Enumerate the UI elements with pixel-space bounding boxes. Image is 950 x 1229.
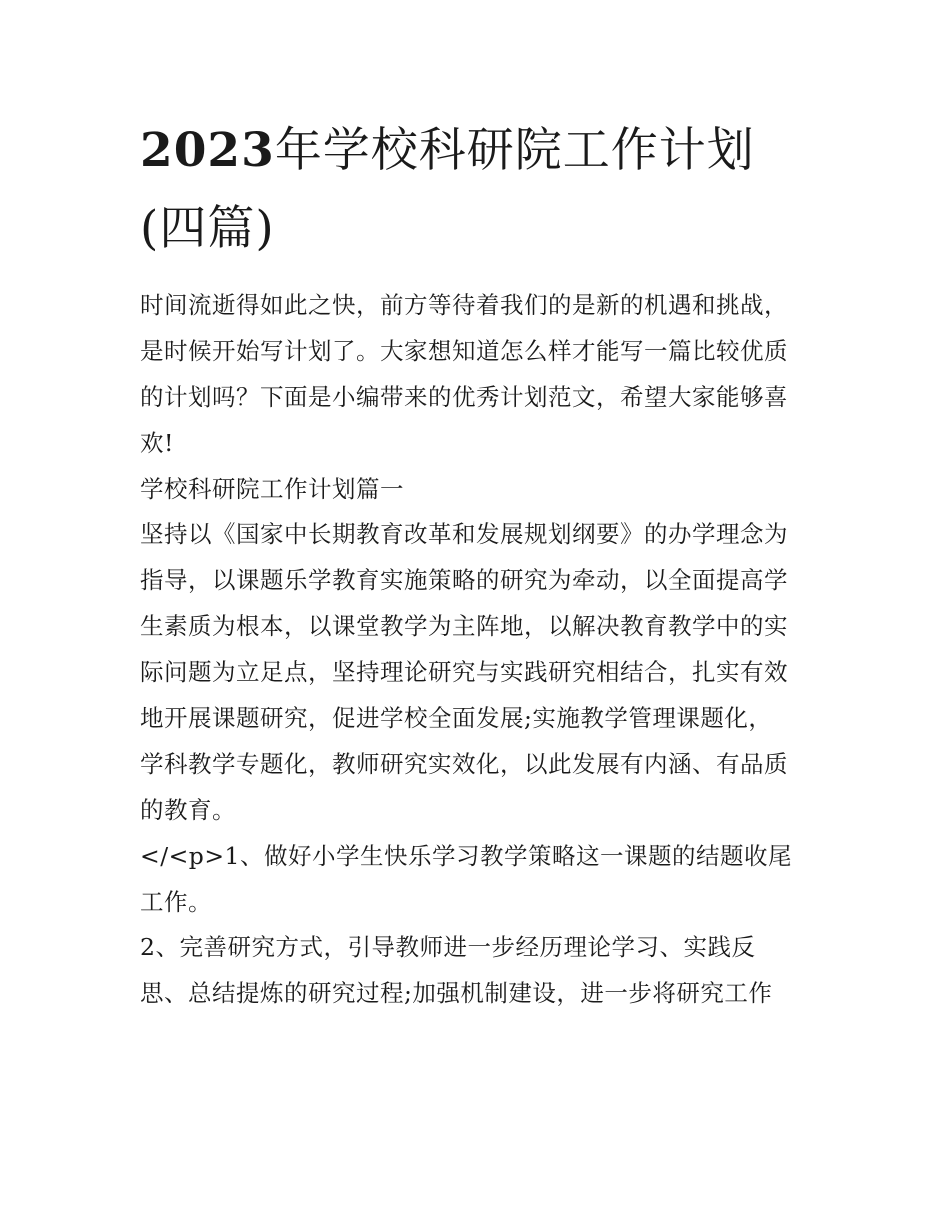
body-line: 欢! [140, 428, 174, 457]
title-line1: 年学校科研院工作计划 [274, 123, 755, 178]
body-line: 思、总结提炼的研究过程;加强机制建设，进一步将研究工作 [140, 979, 773, 1008]
body-line: 时间流逝得如此之快，前方等待着我们的是新的机遇和挑战， [140, 291, 788, 319]
document-title [140, 112, 820, 268]
body-line: 2、完善研究方式，引导教师进一步经历理论学习、实践反 [140, 933, 756, 962]
body-line: 工作。 [140, 887, 212, 916]
body-line: </<p>1、做好小学生快乐学习教学策略这一课题的结题收尾 [140, 841, 792, 870]
body-line: 学科教学专题化，教师研究实效化，以此发展有内涵、有品质 [140, 749, 788, 778]
body-line: 的教育。 [140, 795, 236, 824]
body-line: 指导，以课题乐学教育实施策略的研究为牵动，以全面提高学 [140, 566, 788, 595]
document-body [140, 283, 820, 1017]
body-line: 际问题为立足点，坚持理论研究与实践研究相结合，扎实有效 [140, 658, 788, 687]
body-line: 地开展课题研究，促进学校全面发展;实施教学管理课题化， [140, 704, 773, 733]
body-line: 生素质为根本，以课堂教学为主阵地，以解决教育教学中的实 [140, 612, 788, 641]
title-year: 2023 [140, 123, 275, 178]
section-heading: 学校科研院工作计划篇一 [140, 474, 404, 503]
body-line: 是时候开始写计划了。大家想知道怎么样才能写一篇比较优质 [140, 336, 788, 365]
title-line2: (四篇) [140, 201, 275, 256]
body-line: 的计划吗？下面是小编带来的优秀计划范文，希望大家能够喜 [140, 382, 788, 411]
body-line: 坚持以《国家中长期教育改革和发展规划纲要》的办学理念为 [140, 520, 788, 549]
